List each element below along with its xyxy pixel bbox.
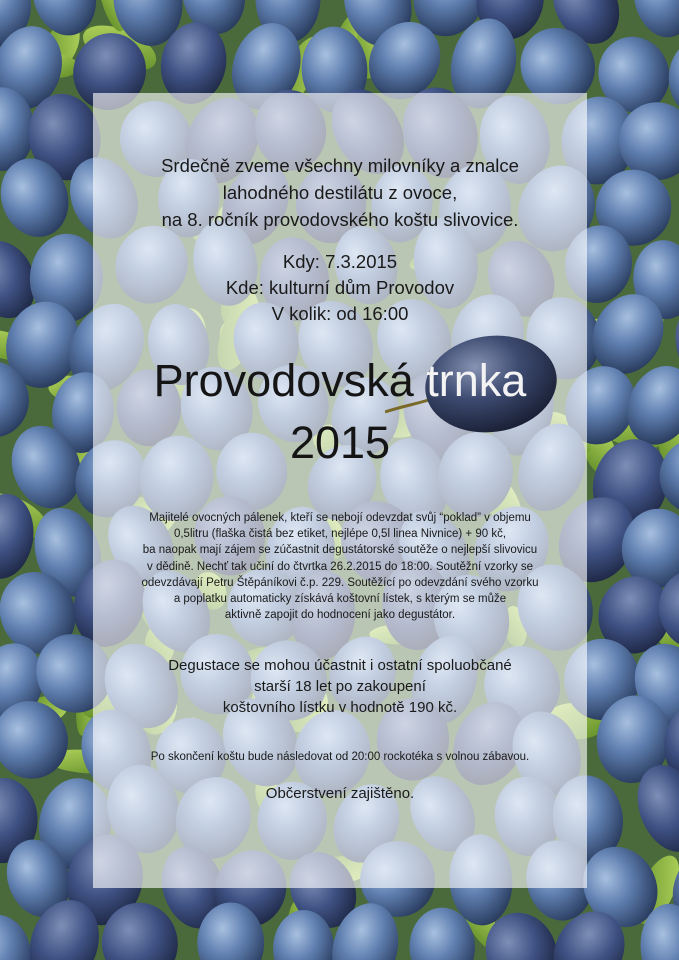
event-venue: Kde: kulturní dům Provodov (225, 277, 455, 298)
tasting-info (93, 655, 587, 718)
tasting-line: starší 18 let po zakoupení (254, 678, 426, 695)
event-details (93, 249, 587, 327)
rules-paragraph (93, 510, 587, 623)
tasting-line: Degustace se mohou účastnit i ostatní spoluobčané (168, 657, 512, 674)
title-highlight: trnka (426, 355, 527, 406)
rules-line: aktivně zapojit do hodnocení jako degustátor. (224, 609, 456, 622)
intro-line: Srdečně zveme všechny milovníky a znalce (161, 155, 519, 176)
intro-line: lahodného destilátu z ovoce, (222, 182, 458, 203)
rules-line: a poplatku automaticky získává koštovní lístek, s kterým se může (173, 593, 507, 606)
intro-line: na 8. ročník provodovského koštu slivovice. (161, 209, 519, 230)
refreshments-note: Občerstvení zajištěno. (265, 785, 415, 802)
poster-title (93, 355, 587, 407)
after-party-note: Po skončení koštu bude následovat od 20:00 rockotéka s volnou zábavou. (150, 751, 530, 763)
tasting-line: koštovního lístku v hodnotě 190 kč. (222, 699, 458, 716)
rules-line: odevzdávají Petru Štěpáníkovi č.p. 229. Soutěžící po odevzdání svého vzorku (141, 576, 539, 589)
rules-line: v dědině. Nechť tak učiní do čtvrtka 26.2.2015 do 18:00. Soutěžní vzorky se (147, 560, 533, 573)
event-date: Kdy: 7.3.2015 (282, 251, 398, 272)
event-time: V kolik: od 16:00 (271, 303, 409, 324)
rules-line: Majitelé ovocných pálenek, kteří se nebojí odevzdat svůj “poklad” v objemu (149, 512, 531, 524)
rules-line: ba naopak mají zájem se zúčastnit degustátorské soutěže o nejlepší slivovicu (142, 544, 538, 557)
rules-line: 0,5litru (flaška čistá bez etiket, nejlépe 0,5l linea Nivnice) + 90 kč, (173, 528, 507, 541)
invitation-text (93, 152, 587, 233)
title-main: Provodovská (153, 355, 427, 406)
poster-year: 2015 (289, 417, 391, 468)
